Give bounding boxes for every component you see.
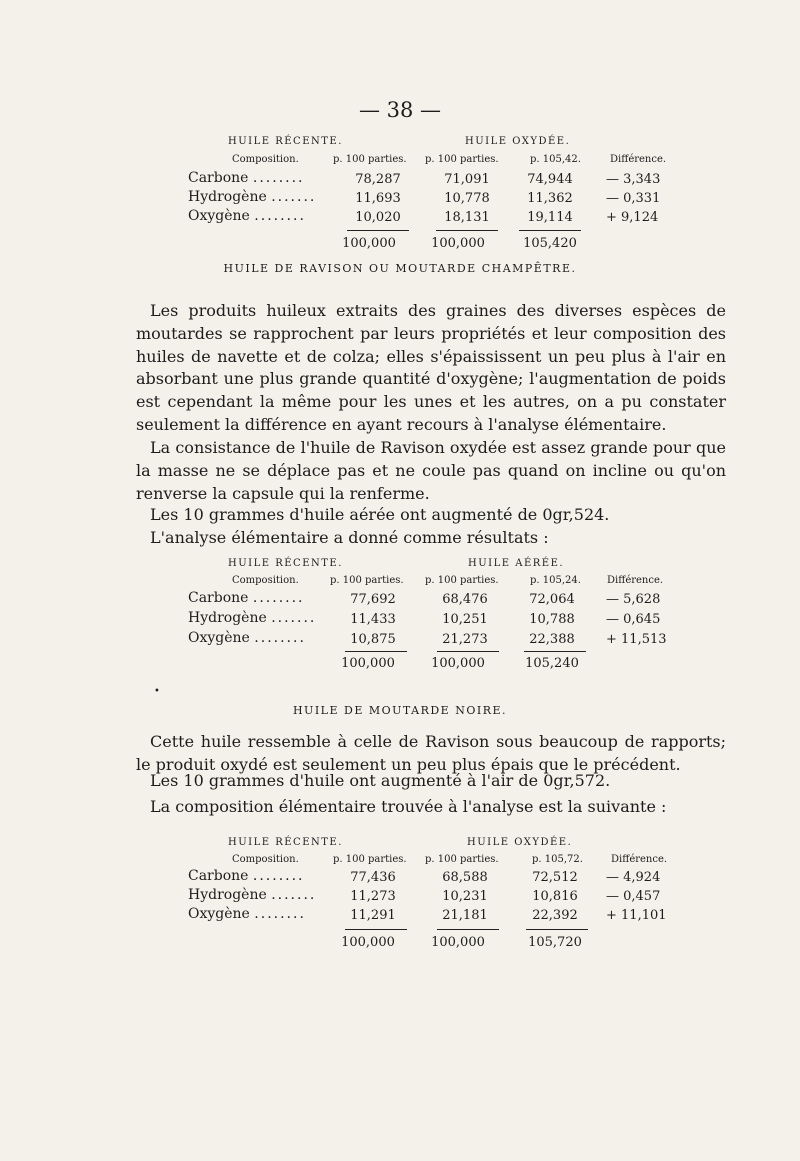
cell: 10,231 xyxy=(442,889,488,904)
sum-rule xyxy=(347,230,409,231)
col-p100-a: p. 100 parties. xyxy=(333,854,407,865)
sum-rule xyxy=(436,230,498,231)
cell: 68,476 xyxy=(442,592,488,607)
table-header-left: HUILE RÉCENTE. xyxy=(228,136,343,147)
table-header-left: HUILE RÉCENTE. xyxy=(228,837,343,848)
col-p100-b: p. 100 parties. xyxy=(425,575,499,586)
cell: 10,020 xyxy=(355,210,401,225)
cell: 22,392 xyxy=(532,908,578,923)
total: 100,000 xyxy=(431,935,485,950)
col-difference: Différence. xyxy=(607,575,664,586)
paragraph: La consistance de l'huile de Ravison oxydée est assez grande pour que la masse ne se déplace pas et ne coule pas quand on incline ou qu'on renverse la capsule qui la renferme. xyxy=(136,438,726,503)
paragraph: Les produits huileux extraits des graines des diverses espèces de moutardes se rapprochent par leurs propriétés et leur composition des huiles de navette et de colza; elles s'épaississent un peu plus à l'air en absorbant une plus grande quantité d'oxygène; l'augmentation de poids est cependant la même pour les unes et les autres, on a pu constater seulement la différence en ayant recours à l'analyse élémentaire. xyxy=(136,301,726,434)
cell: 21,273 xyxy=(442,632,488,647)
cell: 11,362 xyxy=(527,191,573,206)
cell-diff: — 0,457 xyxy=(606,889,661,904)
sum-rule xyxy=(437,929,499,930)
sum-rule xyxy=(345,929,407,930)
cell: 74,944 xyxy=(527,172,573,187)
row-label-hydrogene: Hydrogène ....... xyxy=(188,610,317,626)
cell: 11,291 xyxy=(350,908,396,923)
total: 105,240 xyxy=(525,656,579,671)
cell: 10,778 xyxy=(444,191,490,206)
stray-mark: • xyxy=(154,686,160,697)
col-p100-b: p. 100 parties. xyxy=(425,154,499,165)
col-composition: Composition. xyxy=(232,854,299,865)
sum-rule xyxy=(524,651,586,652)
section-title-moutarde-noire: HUILE DE MOUTARDE NOIRE. xyxy=(292,704,508,717)
row-label-oxygene: Oxygène ........ xyxy=(188,630,306,646)
cell: 21,181 xyxy=(442,908,488,923)
cell: 11,273 xyxy=(350,889,396,904)
cell: 77,692 xyxy=(350,592,396,607)
section-title-ravison: HUILE DE RAVISON OU MOUTARDE CHAMPÊTRE. xyxy=(223,262,577,275)
page-number: — 38 — xyxy=(358,98,442,122)
cell-diff: — 0,331 xyxy=(606,191,661,206)
paragraph: Les 10 grammes d'huile ont augmenté à l'air de 0gr,572. xyxy=(150,771,611,790)
row-label-carbone: Carbone ........ xyxy=(188,170,305,186)
cell: 78,287 xyxy=(355,172,401,187)
cell-diff: + 11,513 xyxy=(606,632,667,647)
total: 100,000 xyxy=(341,656,395,671)
cell-diff: — 3,343 xyxy=(606,172,661,187)
cell: 10,788 xyxy=(529,612,575,627)
cell: 11,433 xyxy=(350,612,396,627)
col-difference: Différence. xyxy=(611,854,668,865)
cell: 19,114 xyxy=(527,210,573,225)
cell: 18,131 xyxy=(444,210,490,225)
paragraph: La composition élémentaire trouvée à l'analyse est la suivante : xyxy=(150,797,667,816)
cell-diff: — 5,628 xyxy=(606,592,661,607)
total: 105,420 xyxy=(523,236,577,251)
total: 100,000 xyxy=(342,236,396,251)
row-label-carbone: Carbone ........ xyxy=(188,590,305,606)
cell: 77,436 xyxy=(350,870,396,885)
cell-diff: — 4,924 xyxy=(606,870,661,885)
col-p105: p. 105,24. xyxy=(530,575,581,586)
cell: 10,816 xyxy=(532,889,578,904)
sum-rule xyxy=(437,651,499,652)
col-p100-a: p. 100 parties. xyxy=(330,575,404,586)
table-header-right: HUILE AÉRÉE. xyxy=(468,558,565,569)
sum-rule xyxy=(519,230,581,231)
col-p100-b: p. 100 parties. xyxy=(425,854,499,865)
total: 100,000 xyxy=(431,656,485,671)
col-composition: Composition. xyxy=(232,575,299,586)
cell: 10,251 xyxy=(442,612,488,627)
table-header-left: HUILE RÉCENTE. xyxy=(228,558,343,569)
cell: 71,091 xyxy=(444,172,490,187)
col-p105: p. 105,72. xyxy=(532,854,583,865)
row-label-oxygene: Oxygène ........ xyxy=(188,208,306,224)
cell: 72,064 xyxy=(529,592,575,607)
row-label-oxygene: Oxygène ........ xyxy=(188,906,306,922)
total: 100,000 xyxy=(431,236,485,251)
cell: 68,588 xyxy=(442,870,488,885)
col-difference: Différence. xyxy=(610,154,667,165)
table-header-right: HUILE OXYDÉE. xyxy=(467,837,573,848)
paragraph: Cette huile ressemble à celle de Ravison sous beaucoup de rapports; le produit oxydé est seulement un peu plus épais que le précédent. xyxy=(136,732,726,774)
cell: 10,875 xyxy=(350,632,396,647)
cell-diff: + 11,101 xyxy=(606,908,667,923)
cell: 72,512 xyxy=(532,870,578,885)
row-label-hydrogene: Hydrogène ....... xyxy=(188,887,317,903)
cell: 11,693 xyxy=(355,191,401,206)
col-p100-a: p. 100 parties. xyxy=(333,154,407,165)
cell-diff: — 0,645 xyxy=(606,612,661,627)
col-composition: Composition. xyxy=(232,154,299,165)
paragraph: Les 10 grammes d'huile aérée ont augmenté de 0gr,524. xyxy=(150,505,610,524)
total: 100,000 xyxy=(341,935,395,950)
col-p105: p. 105,42. xyxy=(530,154,581,165)
sum-rule xyxy=(345,651,407,652)
row-label-carbone: Carbone ........ xyxy=(188,868,305,884)
table-header-right: HUILE OXYDÉE. xyxy=(465,136,571,147)
row-label-hydrogene: Hydrogène ....... xyxy=(188,189,317,205)
cell-diff: + 9,124 xyxy=(606,210,659,225)
paragraph: L'analyse élémentaire a donné comme résultats : xyxy=(150,528,549,547)
sum-rule xyxy=(526,929,588,930)
total: 105,720 xyxy=(528,935,582,950)
cell: 22,388 xyxy=(529,632,575,647)
